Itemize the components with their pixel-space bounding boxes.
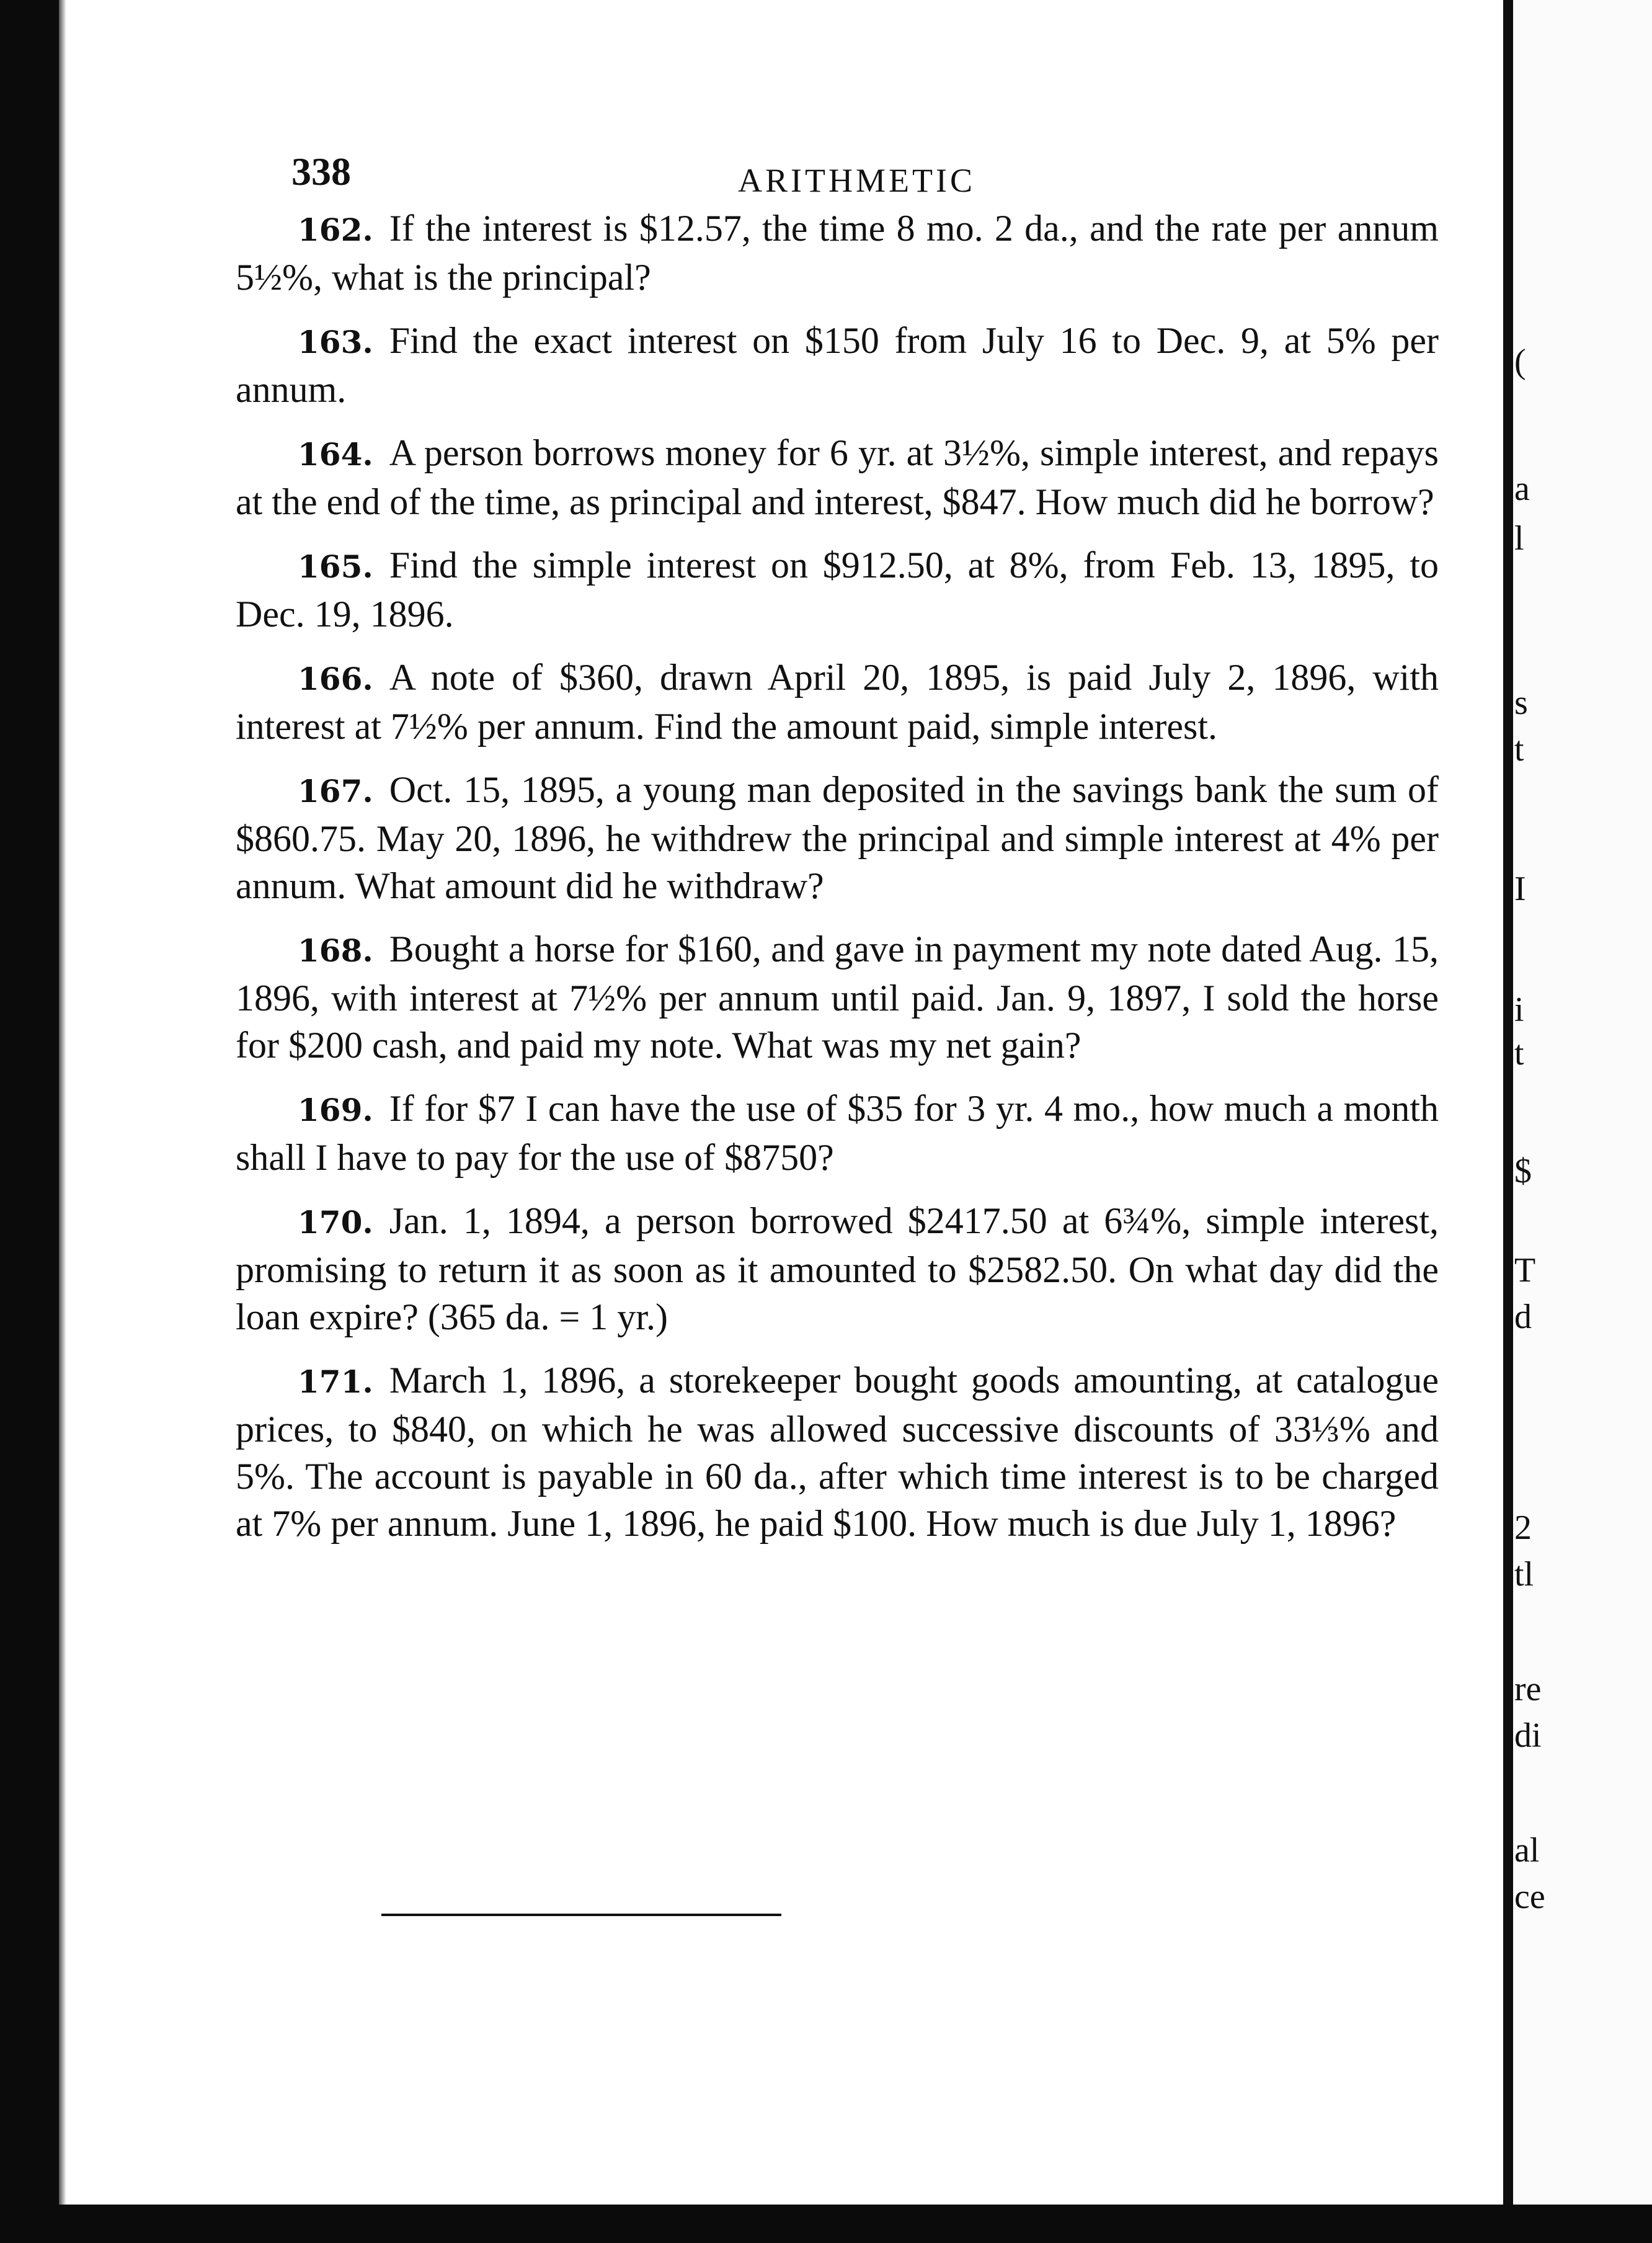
problem-list (236, 205, 1439, 1547)
problem-text: Find the simple interest on $912.50, at 8%, from Feb. 13, 1895, to Dec. 19, 1896. (236, 545, 1439, 635)
facing-page-fragment: ( (1514, 342, 1526, 381)
end-rule (381, 1914, 781, 1916)
problem-item (236, 542, 1439, 638)
problem-item (236, 925, 1439, 1069)
problem-number: 171. (298, 1363, 373, 1400)
problem-number: 170. (298, 1204, 373, 1241)
page-number: 338 (291, 149, 351, 194)
book-page (236, 136, 1439, 1563)
problem-text: Jan. 1, 1894, a person borrowed $2417.50 at 6¾%, simple interest, promising to return it as soon as it amounted to $2582.50. On what day did the loan expire? (365 da. = 1 yr.) (236, 1200, 1439, 1337)
problem-number: 168. (298, 932, 373, 969)
problem-text: A person borrows money for 6 yr. at 3½%, simple interest, and repays at the end of the time, as principal and interest, $847. How much did he borrow? (236, 432, 1439, 522)
problem-number: 169. (298, 1092, 373, 1128)
facing-page-fragment: T (1514, 1251, 1536, 1290)
problem-item (236, 654, 1439, 750)
page-header (236, 136, 1439, 205)
facing-page-fragment: al (1514, 1831, 1540, 1870)
problem-number: 163. (298, 324, 373, 360)
facing-page-fragment: I (1514, 870, 1526, 908)
facing-page-fragment: ce (1514, 1878, 1545, 1916)
problem-text: A note of $360, drawn April 20, 1895, is paid July 2, 1896, with interest at 7½% per annum. Find the amount paid, simple interest. (236, 657, 1439, 747)
problem-item (236, 1197, 1439, 1340)
problem-text: Find the exact interest on $150 from July 16 to Dec. 9, at 5% per annum. (236, 320, 1439, 410)
problem-item (236, 205, 1439, 301)
facing-page-fragment: i (1514, 991, 1524, 1029)
problem-number: 167. (298, 773, 373, 809)
scan-left-border (0, 0, 59, 2243)
page-gutter (1503, 0, 1513, 2205)
scan-left-border-fade (59, 0, 66, 2243)
problem-number: 165. (298, 548, 373, 585)
problem-text: March 1, 1896, a storekeeper bought goods amounting, at catalogue prices, to $840, on which he was allowed successive discounts of 33⅓% and 5%. The account is payable in 60 da., after which time interest is to be charged at 7% per annum. June 1, 1896, he paid $100. How much is due July 1, 1896? (236, 1360, 1439, 1544)
problem-text: If for $7 I can have the use of $35 for 3 yr. 4 mo., how much a month shall I have to pay for the use of $8750? (236, 1088, 1439, 1178)
problem-number: 162. (298, 212, 373, 248)
facing-page-fragment: di (1514, 1716, 1542, 1755)
running-head: ARITHMETIC (738, 162, 975, 199)
facing-page-fragment: t (1514, 730, 1524, 769)
problem-text: Oct. 15, 1895, a young man deposited in the savings bank the sum of $860.75. May 20, 1896, he withdrew the principal and simple interest at 4% per annum. What amount did he withdraw? (236, 769, 1439, 906)
problem-number: 164. (298, 436, 373, 473)
problem-item (236, 766, 1439, 909)
problem-item (236, 429, 1439, 525)
facing-page-fragment: s (1514, 684, 1528, 722)
problem-item (236, 1357, 1439, 1547)
problem-item (236, 1085, 1439, 1181)
facing-page-fragment: t (1514, 1034, 1524, 1072)
facing-page-edge (1513, 0, 1652, 2205)
scan-bottom-border (0, 2205, 1652, 2243)
facing-page-fragment: d (1514, 1298, 1532, 1336)
problem-number: 166. (298, 661, 373, 697)
facing-page-fragment: tl (1514, 1555, 1534, 1594)
facing-page-fragment: 2 (1514, 1509, 1532, 1547)
facing-page-fragment: l (1514, 519, 1524, 558)
problem-text: If the interest is $12.57, the time 8 mo. 2 da., and the rate per annum 5½%, what is the principal? (236, 208, 1439, 298)
facing-page-fragment: re (1514, 1670, 1542, 1708)
facing-page-fragment: $ (1514, 1152, 1532, 1190)
facing-page-fragment: a (1514, 470, 1530, 508)
problem-item (236, 317, 1439, 413)
problem-text: Bought a horse for $160, and gave in payment my note dated Aug. 15, 1896, with interest at 7½% per annum until paid. Jan. 9, 1897, I sold the horse for $200 cash, and paid my note. What was my net gain? (236, 929, 1439, 1066)
